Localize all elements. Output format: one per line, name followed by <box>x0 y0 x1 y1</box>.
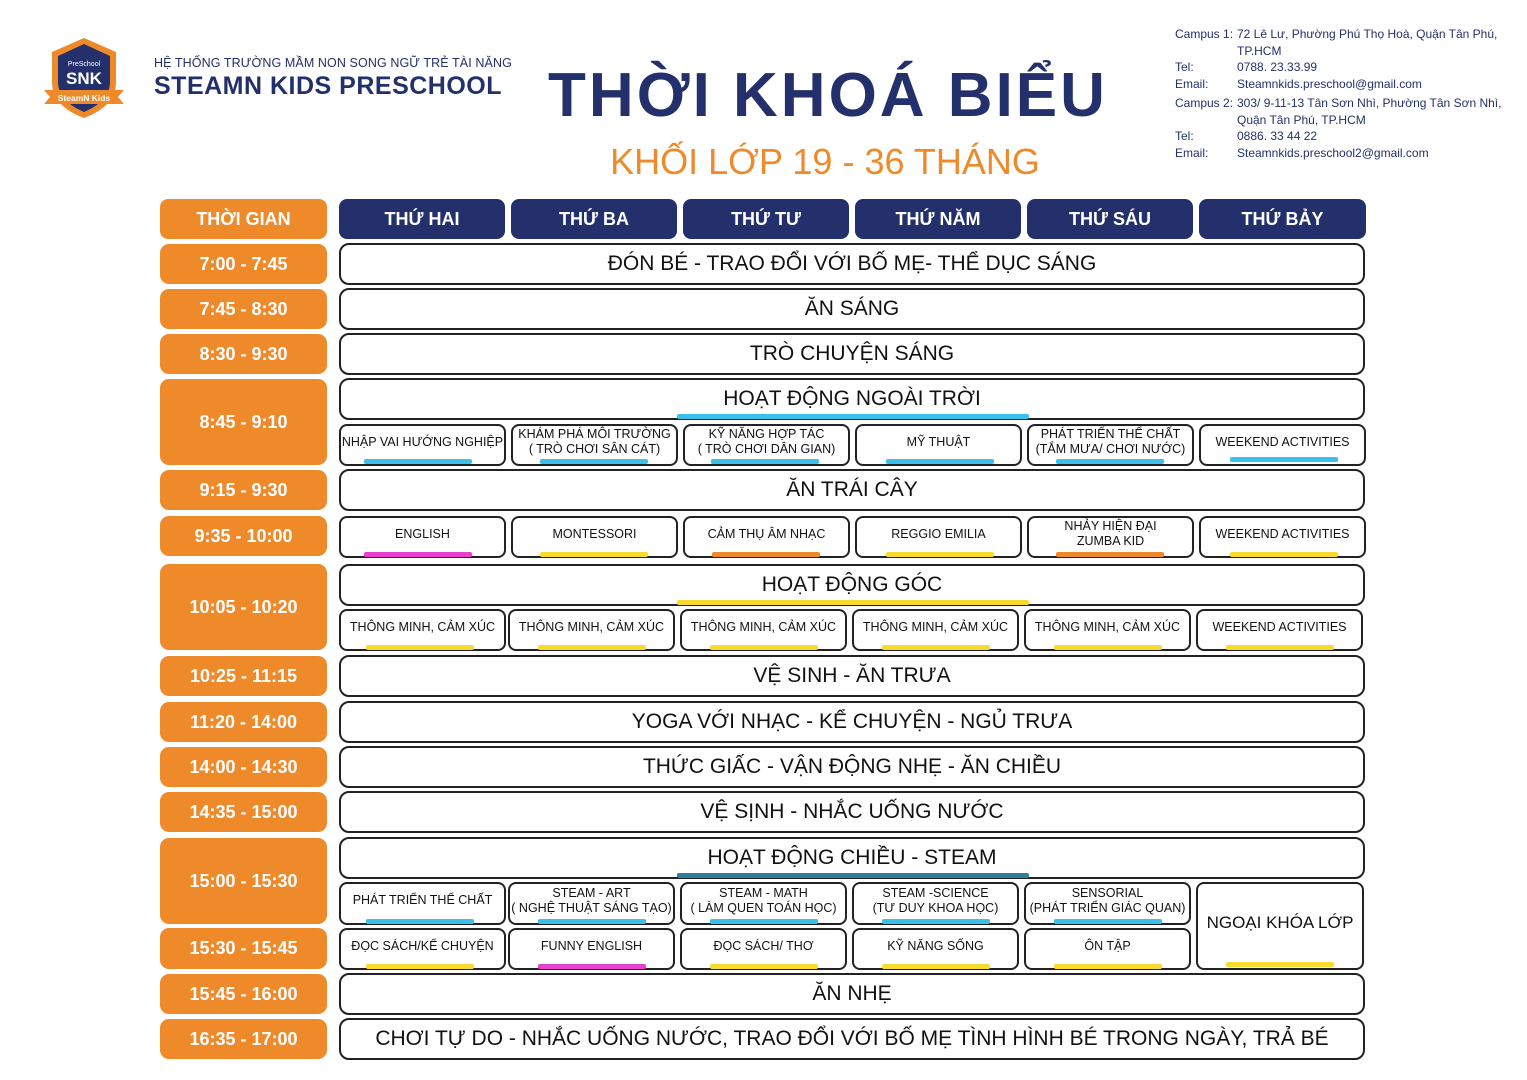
activity-row: ĂN TRÁI CÂY <box>339 469 1365 511</box>
logo-text-main: SNK <box>66 69 102 88</box>
underline-bar <box>364 552 472 557</box>
time-slot: 14:35 - 15:00 <box>160 792 327 832</box>
contact-label: Campus 1: <box>1175 27 1234 41</box>
underline-bar <box>1230 457 1338 462</box>
contact-label: Tel: <box>1175 60 1194 74</box>
time-slot: 10:05 - 10:20 <box>160 564 327 650</box>
cell-line: MONTESSORI <box>552 526 637 541</box>
underline-bar <box>710 645 818 650</box>
activity-row: ĂN SÁNG <box>339 288 1365 330</box>
group-title: HOẠT ĐỘNG CHIỀU - STEAM <box>707 846 997 869</box>
day-header-wednesday: THỨ TƯ <box>683 199 849 239</box>
cell-line: THÔNG MINH, CẢM XÚC <box>862 619 1009 634</box>
cell-line: MỸ THUẬT <box>906 434 971 449</box>
cell-line: ENGLISH <box>395 526 450 541</box>
cell-line: NHẢY HIỆN ĐẠI <box>1064 519 1157 533</box>
time-slot: 10:25 - 11:15 <box>160 656 327 696</box>
underline-bar <box>1230 552 1338 557</box>
cell-line: ( LÀM QUEN TOÁN HỌC) <box>690 900 837 915</box>
school-subtitle: HỆ THỐNG TRƯỜNG MẦM NON SONG NGỮ TRẺ TÀI NĂNG <box>154 56 512 70</box>
underline-bar <box>710 919 818 924</box>
day-header-monday: THỨ HAI <box>339 199 505 239</box>
cell-line: THÔNG MINH, CẢM XÚC <box>1034 619 1181 634</box>
underline-bar <box>1056 552 1164 557</box>
contact-label: Tel: <box>1175 129 1194 143</box>
time-slot: 9:15 - 9:30 <box>160 470 327 510</box>
underline-bar <box>1226 962 1334 967</box>
school-logo <box>44 36 124 120</box>
time-slot: 11:20 - 14:00 <box>160 702 327 742</box>
underline-bar <box>882 919 990 924</box>
time-slot: 14:00 - 14:30 <box>160 747 327 787</box>
cell-line: ĐỌC SÁCH/KỂ CHUYỆN <box>351 938 494 953</box>
cell-line: CẢM THỤ ÂM NHẠC <box>707 526 826 541</box>
cell-line: THÔNG MINH, CẢM XÚC <box>518 619 665 634</box>
highlight-bar <box>677 414 1029 419</box>
cell-line: KỸ NĂNG SỐNG <box>887 938 984 953</box>
school-name: STEAMN KIDS PRESCHOOL <box>154 72 503 100</box>
underline-bar <box>366 645 474 650</box>
underline-bar <box>538 919 646 924</box>
day-header-friday: THỨ SÁU <box>1027 199 1193 239</box>
underline-bar <box>886 459 994 464</box>
cell-line: PHÁT TRIỂN THỂ CHẤT <box>1040 427 1181 441</box>
cell-line: (TẮM MƯA/ CHƠI NƯỚC) <box>1035 442 1186 456</box>
cell-line: STEAM - ART <box>552 885 631 900</box>
cell-line: KỸ NĂNG HỢP TÁC <box>708 427 825 441</box>
time-slot: 15:45 - 16:00 <box>160 974 327 1014</box>
contact-label: Email: <box>1175 145 1209 160</box>
day-header-thursday: THỨ NĂM <box>855 199 1021 239</box>
time-slot: 8:30 - 9:30 <box>160 334 327 374</box>
underline-bar <box>1054 964 1162 969</box>
cell-line: NHẬP VAI HƯỚNG NGHIỆP <box>341 434 504 449</box>
logo-text-ribbon: SteamN Kids <box>57 93 111 103</box>
highlight-bar <box>677 873 1029 878</box>
group-title: HOẠT ĐỘNG NGOÀI TRỜI <box>723 387 981 410</box>
underline-bar <box>886 552 994 557</box>
cell-line: KHÁM PHÁ MÔI TRƯỜNG <box>518 427 671 441</box>
underline-bar <box>882 645 990 650</box>
underline-bar <box>882 964 990 969</box>
group-title: HOẠT ĐỘNG GÓC <box>761 573 943 596</box>
cell-line: THÔNG MINH, CẢM XÚC <box>349 619 496 634</box>
underline-bar <box>712 552 820 557</box>
contact-value: 72 Lê Lư, Phường Phú Thọ Hoà, Quận Tân Phú, TP.HCM <box>1237 27 1498 58</box>
saturday-extracurricular-cell <box>1196 882 1364 970</box>
cell-line: (PHÁT TRIỂN GIÁC QUAN) <box>1029 900 1186 915</box>
underline-bar <box>711 459 819 464</box>
cell-line: THÔNG MINH, CẢM XÚC <box>690 619 837 634</box>
cell-line: REGGIO EMILIA <box>891 526 986 541</box>
cell-line: ÔN TẬP <box>1084 938 1131 953</box>
time-slot: 7:45 - 8:30 <box>160 289 327 329</box>
underline-bar <box>366 964 474 969</box>
page-subtitle: KHỐI LỚP 19 - 36 THÁNG <box>610 141 1040 182</box>
contact-info <box>1175 26 1509 161</box>
contact-label: Campus 2: <box>1175 96 1234 110</box>
underline-bar <box>710 964 818 969</box>
contact-label: Email: <box>1175 76 1209 91</box>
cell-line: SENSORIAL <box>1071 885 1144 900</box>
underline-bar <box>1056 459 1164 464</box>
day-header-tuesday: THỨ BA <box>511 199 677 239</box>
underline-bar <box>538 645 646 650</box>
time-slot: 15:00 - 15:30 <box>160 838 327 924</box>
time-slot: 16:35 - 17:00 <box>160 1019 327 1059</box>
cell-line: WEEKEND ACTIVITIES <box>1215 434 1350 449</box>
activity-row: TRÒ CHUYỆN SÁNG <box>339 333 1365 375</box>
page-title: THỜI KHOÁ BIỂU <box>548 61 1108 130</box>
activity-row: VỆ SINH - ĂN TRƯA <box>339 655 1365 697</box>
time-slot: 8:45 - 9:10 <box>160 379 327 465</box>
highlight-bar <box>677 600 1029 605</box>
underline-bar <box>1054 645 1162 650</box>
underline-bar <box>540 552 648 557</box>
contact-value: 0886. 33 44 22 <box>1237 129 1318 143</box>
cell-line: ( TRÒ CHƠI SÂN CÁT) <box>528 442 661 456</box>
activity-row: ĂN NHẸ <box>339 973 1365 1015</box>
cell-line: FUNNY ENGLISH <box>540 938 643 953</box>
time-slot: 7:00 - 7:45 <box>160 244 327 284</box>
time-slot: 15:30 - 15:45 <box>160 928 327 969</box>
contact-value: 303/ 9-11-13 Tân Sơn Nhì, Phường Tân Sơn Nhì, Quận Tân Phú, TP.HCM <box>1237 96 1502 127</box>
cell-line: NGOẠI KHÓA LỚP <box>1206 912 1354 932</box>
contact-value: Steamnkids.preschool2@gmail.com <box>1237 145 1429 160</box>
cell-line: ( TRÒ CHƠI DÂN GIAN) <box>697 442 836 456</box>
time-column-header: THỜI GIAN <box>160 199 327 239</box>
activity-row: CHƠI TỰ DO - NHẮC UỐNG NƯỚC, TRAO ĐỔI VỚI BỐ MẸ TÌNH HÌNH BÉ TRONG NGÀY, TRẢ BÉ <box>339 1018 1365 1060</box>
cell-line: STEAM -SCIENCE <box>882 885 989 900</box>
cell-line: WEEKEND ACTIVITIES <box>1212 619 1347 634</box>
cell-line: ZUMBA KID <box>1076 534 1145 548</box>
cell-line: STEAM - MATH <box>719 885 808 900</box>
activity-row: ĐÓN BÉ - TRAO ĐỔI VỚI BỐ MẸ- THỂ DỤC SÁNG <box>339 243 1365 285</box>
cell-line: WEEKEND ACTIVITIES <box>1215 526 1350 541</box>
underline-bar <box>540 459 648 464</box>
day-header-saturday: THỨ BẢY <box>1199 199 1366 239</box>
cell-line: (TƯ DUY KHOA HỌC) <box>872 900 999 915</box>
underline-bar <box>1054 919 1162 924</box>
underline-bar <box>364 459 472 464</box>
underline-bar <box>538 964 646 969</box>
underline-bar <box>1226 645 1334 650</box>
logo-text-top: PreSchool <box>67 61 101 68</box>
time-slot: 9:35 - 10:00 <box>160 516 327 556</box>
contact-value: Steamnkids.preschool@gmail.com <box>1237 76 1422 91</box>
underline-bar <box>366 919 474 924</box>
cell-line: ĐỌC SÁCH/ THƠ <box>713 938 814 953</box>
activity-row: THỨC GIẤC - VẬN ĐỘNG NHẸ - ĂN CHIỀU <box>339 746 1365 788</box>
cell-line: PHÁT TRIỂN THỂ CHẤT <box>352 893 493 907</box>
contact-value: 0788. 23.33.99 <box>1237 60 1318 74</box>
activity-row: YOGA VỚI NHẠC - KỂ CHUYỆN - NGỦ TRƯA <box>339 701 1365 743</box>
cell-line: ( NGHỆ THUẬT SÁNG TẠO) <box>511 900 672 915</box>
activity-row: VỆ SỊNH - NHẮC UỐNG NƯỚC <box>339 791 1365 833</box>
